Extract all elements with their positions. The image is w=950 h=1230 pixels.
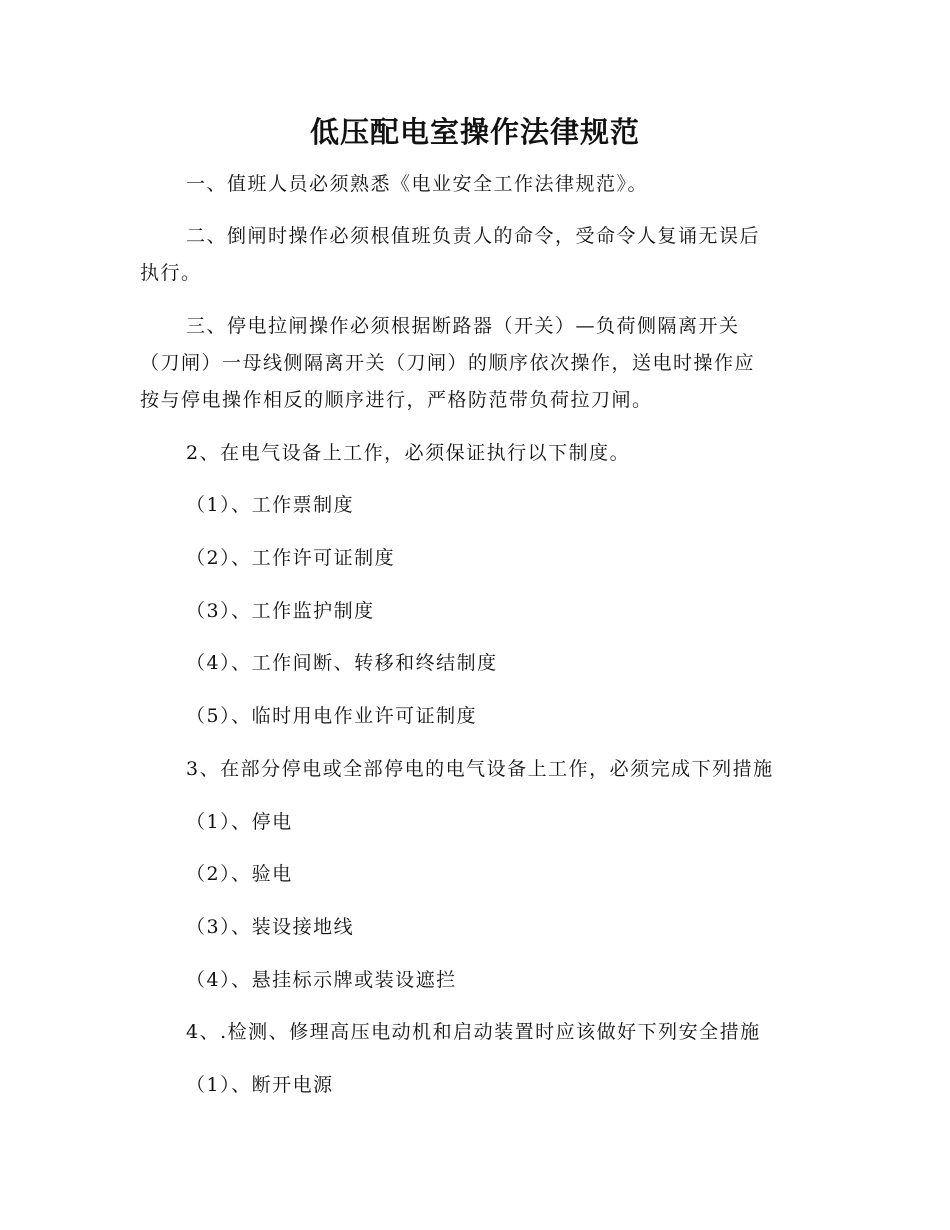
paragraph-2-line-1: 二、倒闸时操作必须根值班负责人的命令，受命令人复诵无误后 xyxy=(186,225,761,247)
paragraph-3-line-3: 按与停电操作相反的顺序进行，严格防范带负荷拉刀闸。 xyxy=(140,389,653,411)
paragraph-3-line-2: （刀闸）一母线侧隔离开关（刀闸）的顺序依次操作，送电时操作应 xyxy=(140,352,756,374)
section-3-item: （2）、验电 xyxy=(186,863,293,885)
section-4-item: （1）、断开电源 xyxy=(186,1074,334,1096)
paragraph-1: 一、值班人员必须熟悉《电业安全工作法律规范》。 xyxy=(186,173,649,195)
section-2-item: （5）、临时用电作业许可证制度 xyxy=(186,705,478,727)
section-3-item: （1）、停电 xyxy=(186,811,293,833)
section-2-heading: 2、在电气设备上工作，必须保证执行以下制度。 xyxy=(186,442,631,464)
section-3-heading: 3、在部分停电或全部停电的电气设备上工作，必须完成下列措施 xyxy=(186,758,774,780)
paragraph-2-line-2: 执行。 xyxy=(140,262,202,284)
section-4-heading: 4、.检测、修理高压电动机和启动装置时应该做好下列安全措施 xyxy=(186,1021,761,1043)
section-2-item: （3）、工作监护制度 xyxy=(186,600,375,622)
section-3-item: （3）、装设接地线 xyxy=(186,916,355,938)
paragraph-3-line-1: 三、停电拉闸操作必须根据断路器（开关）—负荷侧隔离开关 xyxy=(186,315,740,337)
document-title: 低压配电室操作法律规范 xyxy=(309,115,640,149)
section-2-item: （4）、工作间断、转移和终结制度 xyxy=(186,652,498,674)
section-3-item: （4）、悬挂标示牌或装设遮拦 xyxy=(186,969,457,991)
section-2-item: （1）、工作票制度 xyxy=(186,494,355,516)
section-2-item: （2）、工作许可证制度 xyxy=(186,547,396,569)
